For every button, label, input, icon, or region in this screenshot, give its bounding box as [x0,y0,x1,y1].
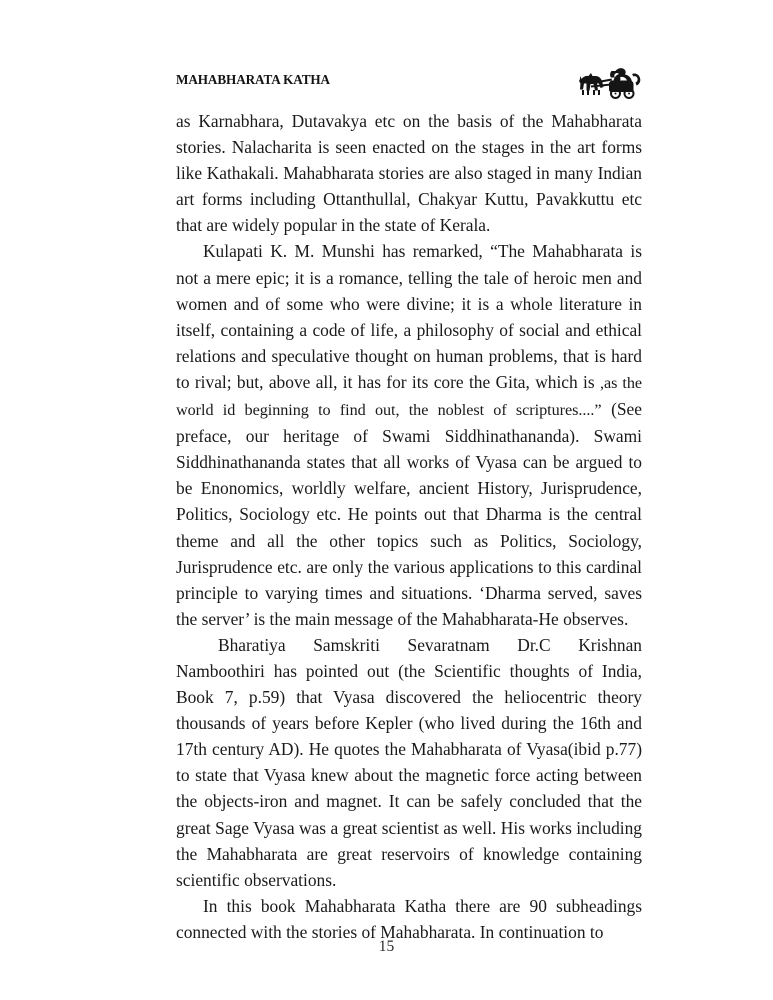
body-text-column [176,108,642,945]
paragraph-text: as Karnabhara, Dutavakya etc on the basis of the Mahabharata stories. Nalacharita is seen enacted on the stages in the art forms like Kathakali. Mahabharata stories are also staged in many Indian art forms including Ottanthullal, Chakyar Kuttu, Pavakkuttu etc that are widely popular in the state of Kerala. [176,111,642,236]
page-number: 15 [378,938,395,955]
chariot-with-horses-ornament [576,62,642,102]
paragraph-text: Bharatiya Samskriti Sevaratnam Dr.C Krishnan Namboothiri has pointed out (the Scientific thoughts of India, Book 7, p.59) that Vyasa discovered the heliocentric theory thousands of years before Kepler (who lived during the 16th and 17th century AD). He quotes the Mahabharata of Vyasa(ibid p.77) to state that Vyasa knew about the magnetic force acting between the objects-iron and magnet. It can be safely concluded that the great Sage Vyasa was a great scientist as well. His works including the Mahabharata are great reservoirs of knowledge containing scientific observations. [176,634,642,890]
paragraph-text-part-1: Kulapati K. M. Munshi has remarked, “The Mahabharata is not a mere epic; it is a romance, telling the tale of heroic men and women and of some who were divine; it is a whole literature in itself, containing a code of life, a philosophy of social and ethical relations and speculative thought on human problems, that is hard to rival; but, above all, it has for its core the Gita, which is [176,241,642,392]
page-header [176,68,642,102]
paragraph-text-part-2: (See preface, our heritage of Swami Siddhinathananda). Swami Siddhinathananda states that all works of Vyasa can be argued to be Enonomics, worldly welfare, ancient History, Jurisprudence, Politics, Sociology etc. He points out that Dharma is the central theme and all the other topics such as Politics, Sociology, Jurisprudence etc. are only the various applications to this cardinal principle to varying times and situations. ‘Dharma served, saves the server’ is the main message of the Mahabharata-He observes. [176,399,642,629]
paragraph-namboothiri [176,632,642,893]
running-head-title: MAHABHARATA KATHA [176,72,330,87]
paragraph-munshi-quote [176,238,642,631]
paragraph-art-forms [176,108,642,238]
paragraph-text: In this book Mahabharata Katha there are 90 subheadings connected with the stories of Mahabharata. In continuation to [176,895,642,942]
paragraph-text-condensed-line: ,as the world id beginning to find out, the noblest of scriptures....” [176,373,643,420]
